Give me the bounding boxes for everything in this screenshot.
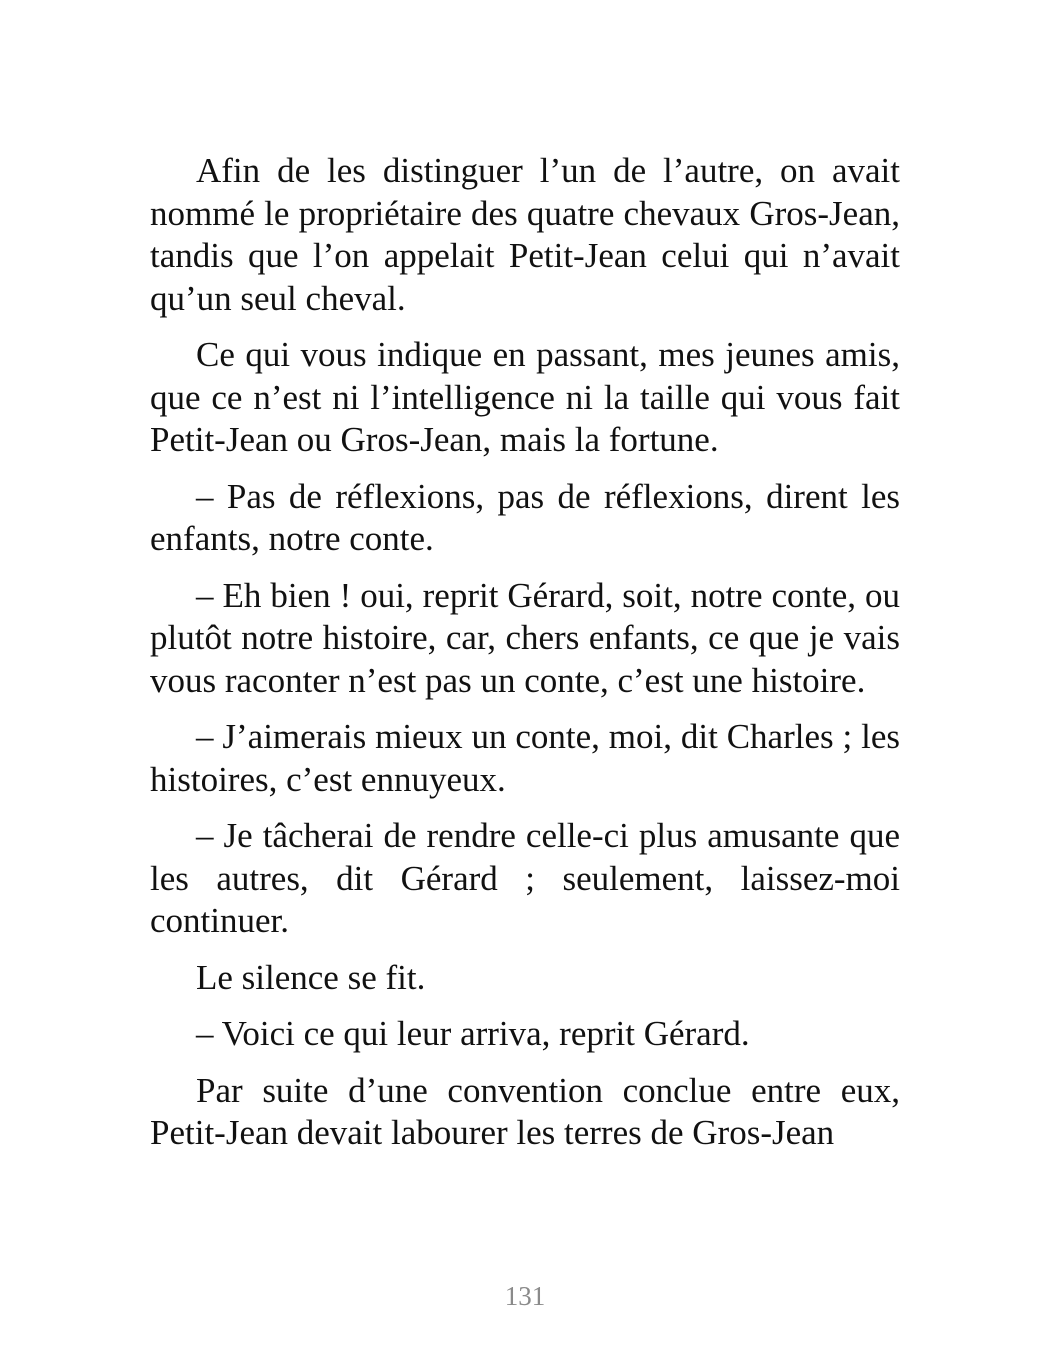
page-number: 131 <box>504 1281 546 1311</box>
paragraph-3: – Pas de réflexions, pas de réflexions, dirent les enfants, notre conte. <box>150 476 900 558</box>
paragraph-9: Par suite d’une convention conclue entre eux, Petit-Jean devait labourer les terres de Gros-Jean <box>150 1070 900 1152</box>
paragraph-4: – Eh bien ! oui, reprit Gérard, soit, notre conte, ou plutôt notre histoire, car, chers enfants, ce que je vais vous raconter n’est pas un conte, c’est une histoire. <box>150 575 900 700</box>
paragraph-1: Afin de les distinguer l’un de l’autre, on avait nommé le propriétaire des quatre chevaux Gros-Jean, tandis que l’on appelait Petit-Jean celui qui n’avait qu’un seul cheval. <box>150 151 900 318</box>
paragraph-7: Le silence se fit. <box>196 957 426 997</box>
page-body <box>150 150 900 1169</box>
paragraph-5: – J’aimerais mieux un conte, moi, dit Charles ; les histoires, c’est ennuyeux. <box>150 717 900 799</box>
paragraph-6: – Je tâcherai de rendre celle-ci plus amusante que les autres, dit Gérard ; seulement, laissez-moi continuer. <box>150 816 900 940</box>
paragraph-8: – Voici ce qui leur arriva, reprit Gérard. <box>196 1014 750 1053</box>
paragraph-2: Ce qui vous indique en passant, mes jeunes amis, que ce n’est ni l’intelligence ni la taille qui vous fait Petit-Jean ou Gros-Jean, mais la fortune. <box>150 335 900 459</box>
